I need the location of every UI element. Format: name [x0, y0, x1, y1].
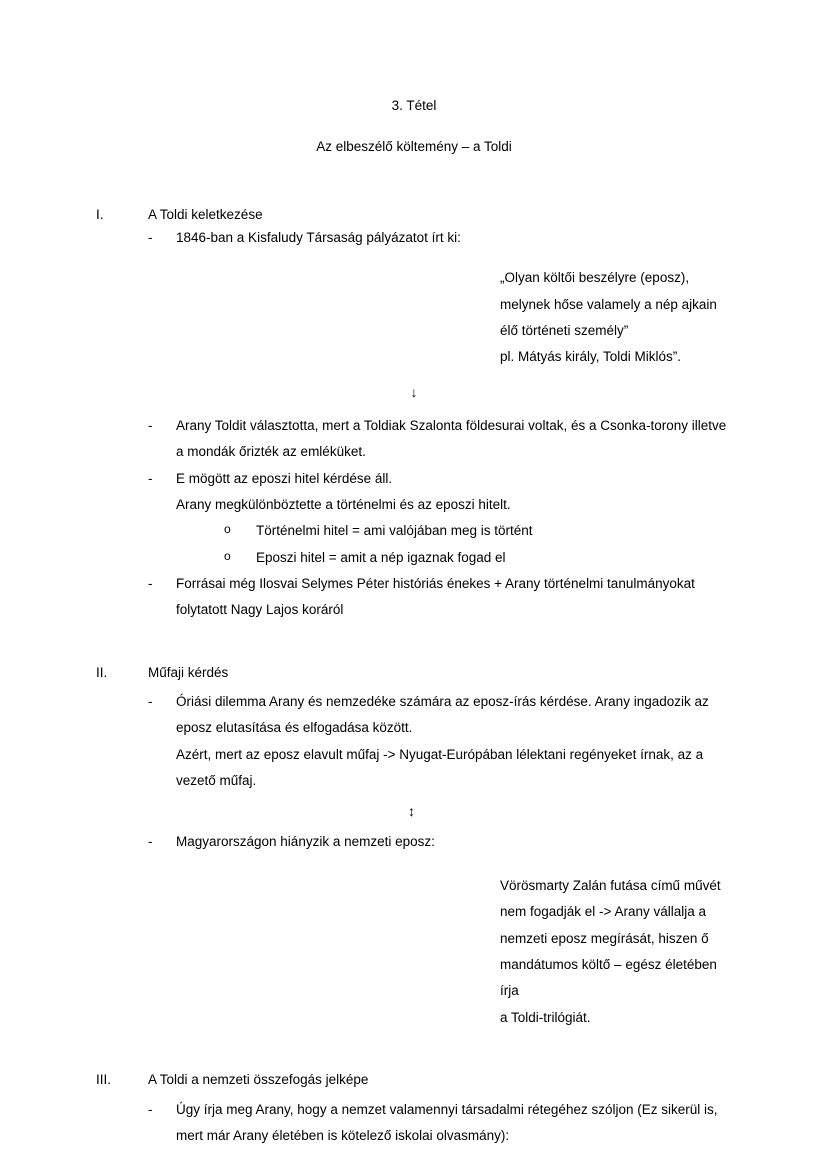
- quote-line: mandátumos költő – egész életében írja: [500, 957, 717, 999]
- list-item: [224, 545, 732, 571]
- section-ii-subline: Azért, mert az eposz elavult műfaj -> Nyugat-Európában lélektani regényeket írnak, az a vezető műfaj.: [176, 746, 704, 789]
- section-ii: [96, 662, 732, 1031]
- dash-marker: -: [148, 418, 153, 434]
- list-item: [148, 689, 732, 742]
- section-i-heading: [96, 204, 732, 226]
- list-item: [148, 571, 732, 624]
- list-item-text: 1846-ban a Kisfaludy Társaság pályázatot írt ki:: [176, 230, 461, 246]
- quote-line: melynek hőse valamely a nép ajkain: [500, 296, 717, 312]
- list-item: [148, 1097, 732, 1150]
- section-i-subline: Arany megkülönböztette a történelmi és az eposzi hitelt.: [176, 496, 511, 512]
- list-item-text: Úgy írja meg Arany, hogy a nemzet valamennyi társadalmi rétegéhez szóljon (Ez sikerül is, mert már Arany életében is kötelező iskolai olvasmány):: [176, 1101, 718, 1143]
- quote-line: pl. Mátyás király, Toldi Miklós”.: [500, 349, 682, 365]
- section-iii-title: A Toldi a nemzeti összefogás jelképe: [148, 1071, 369, 1087]
- quote-line: Vörösmarty Zalán futása című művét: [500, 878, 721, 894]
- dash-marker: -: [148, 470, 153, 486]
- section-iii-roman: III.: [96, 1071, 112, 1087]
- page-subtitle: Az elbeszélő költemény – a Toldi: [316, 139, 512, 155]
- circle-marker: o: [224, 522, 231, 537]
- down-arrow-icon: ↓: [410, 383, 418, 400]
- circle-marker: o: [224, 548, 231, 563]
- list-item-text: Forrásai még Ilosvai Selymes Péter históriás énekes + Arany történelmi tanulmányokat folytatott Nagy Lajos koráról: [176, 575, 695, 618]
- list-item-text: Történelmi hitel = ami valójában meg is történt: [256, 523, 533, 539]
- list-item-text: E mögött az eposzi hitel kérdése áll.: [176, 470, 393, 486]
- dash-marker: -: [148, 833, 153, 849]
- quote-block: [500, 265, 732, 370]
- list-item: [148, 466, 732, 492]
- section-iii-heading: [96, 1069, 732, 1091]
- section-i-title: A Toldi keletkezése: [148, 206, 263, 222]
- list-item-text: Eposzi hitel = amit a nép igaznak fogad el: [256, 549, 506, 565]
- list-item: [224, 518, 732, 544]
- quote-line: „Olyan költői beszélyre (eposz),: [500, 270, 690, 286]
- dash-marker: -: [148, 1101, 153, 1117]
- list-item-text: Óriási dilemma Arany és nemzedéke számára az eposz-írás kérdése. Arany ingadozik az eposz elutasítása és elfogadása között.: [176, 694, 709, 736]
- section-i: [96, 204, 732, 624]
- page-title: 3. Tétel: [391, 98, 437, 113]
- list-item: [148, 829, 732, 855]
- list-item: [148, 225, 732, 251]
- quote-line: nem fogadják el -> Arany vállalja a: [500, 904, 706, 920]
- list-item: [148, 413, 732, 466]
- quote-line: nemzeti eposz megírását, hiszen ő: [500, 930, 709, 946]
- quote-block: [500, 873, 732, 1031]
- section-ii-roman: II.: [96, 664, 108, 680]
- list-item-text: Arany Toldit választotta, mert a Toldiak Szalonta földesurai voltak, és a Csonka-torony illetve a mondák őrizték az emléküket.: [176, 418, 727, 460]
- section-ii-heading: [96, 662, 732, 684]
- quote-line: élő történeti személy”: [500, 323, 629, 339]
- section-ii-title: Műfaji kérdés: [148, 664, 229, 680]
- dash-marker: -: [148, 230, 153, 246]
- dash-marker: -: [148, 575, 153, 591]
- up-down-arrow-icon: ↕: [408, 803, 415, 820]
- section-iii: [96, 1069, 732, 1149]
- section-i-roman: I.: [96, 206, 104, 222]
- list-item-text: Magyarországon hiányzik a nemzeti eposz:: [176, 833, 435, 849]
- quote-line: a Toldi-trilógiát.: [500, 1009, 591, 1025]
- dash-marker: -: [148, 694, 153, 710]
